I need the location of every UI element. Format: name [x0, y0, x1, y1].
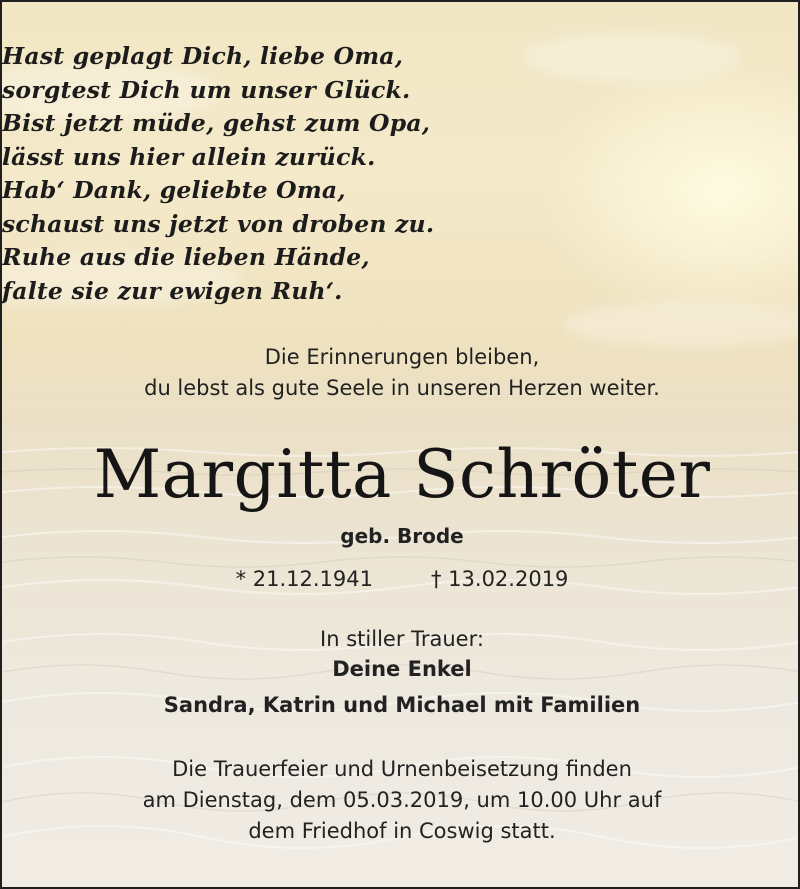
poem-line: schaust uns jetzt von droben zu. [2, 209, 435, 238]
poem-line: Bist jetzt müde, gehst zum Opa, [2, 109, 431, 137]
poem-line: Hast geplagt Dich, liebe Oma, [2, 42, 404, 70]
poem-line: sorgtest Dich um unser Glück. [2, 75, 411, 104]
mourners-line: Sandra, Katrin und Michael mit Familien [163, 693, 641, 717]
birth-name: geb. Brode [340, 524, 464, 548]
mourners [2, 624, 800, 720]
ceremony-line: dem Friedhof in Coswig statt. [248, 819, 556, 843]
memory-text [2, 342, 800, 404]
birth-date: * 21.12.1941 [235, 567, 373, 591]
mourners-line: Deine Enkel [332, 657, 472, 681]
ceremony-info [2, 754, 800, 847]
life-dates [2, 564, 800, 594]
deceased-name: Margitta Schröter [93, 436, 711, 513]
ceremony-line: am Dienstag, dem 05.03.2019, um 10.00 Uhr auf [142, 788, 662, 812]
poem-line: falte sie zur ewigen Ruh‘. [2, 276, 343, 305]
memory-line: du lebst als gute Seele in unseren Herzen weiter. [144, 376, 660, 400]
poem-line: Ruhe aus die lieben Hände, [2, 243, 370, 271]
memory-line: Die Erinnerungen bleiben, [264, 345, 540, 369]
poem [2, 40, 800, 308]
poem-line: Hab‘ Dank, geliebte Oma, [2, 176, 346, 204]
poem-line: lässt uns hier allein zurück. [2, 142, 376, 171]
mourners-intro: In stiller Trauer: [320, 627, 484, 651]
death-date: † 13.02.2019 [431, 567, 569, 591]
background-cloud [562, 302, 800, 347]
ceremony-line: Die Trauerfeier und Urnenbeisetzung finden [172, 757, 632, 781]
